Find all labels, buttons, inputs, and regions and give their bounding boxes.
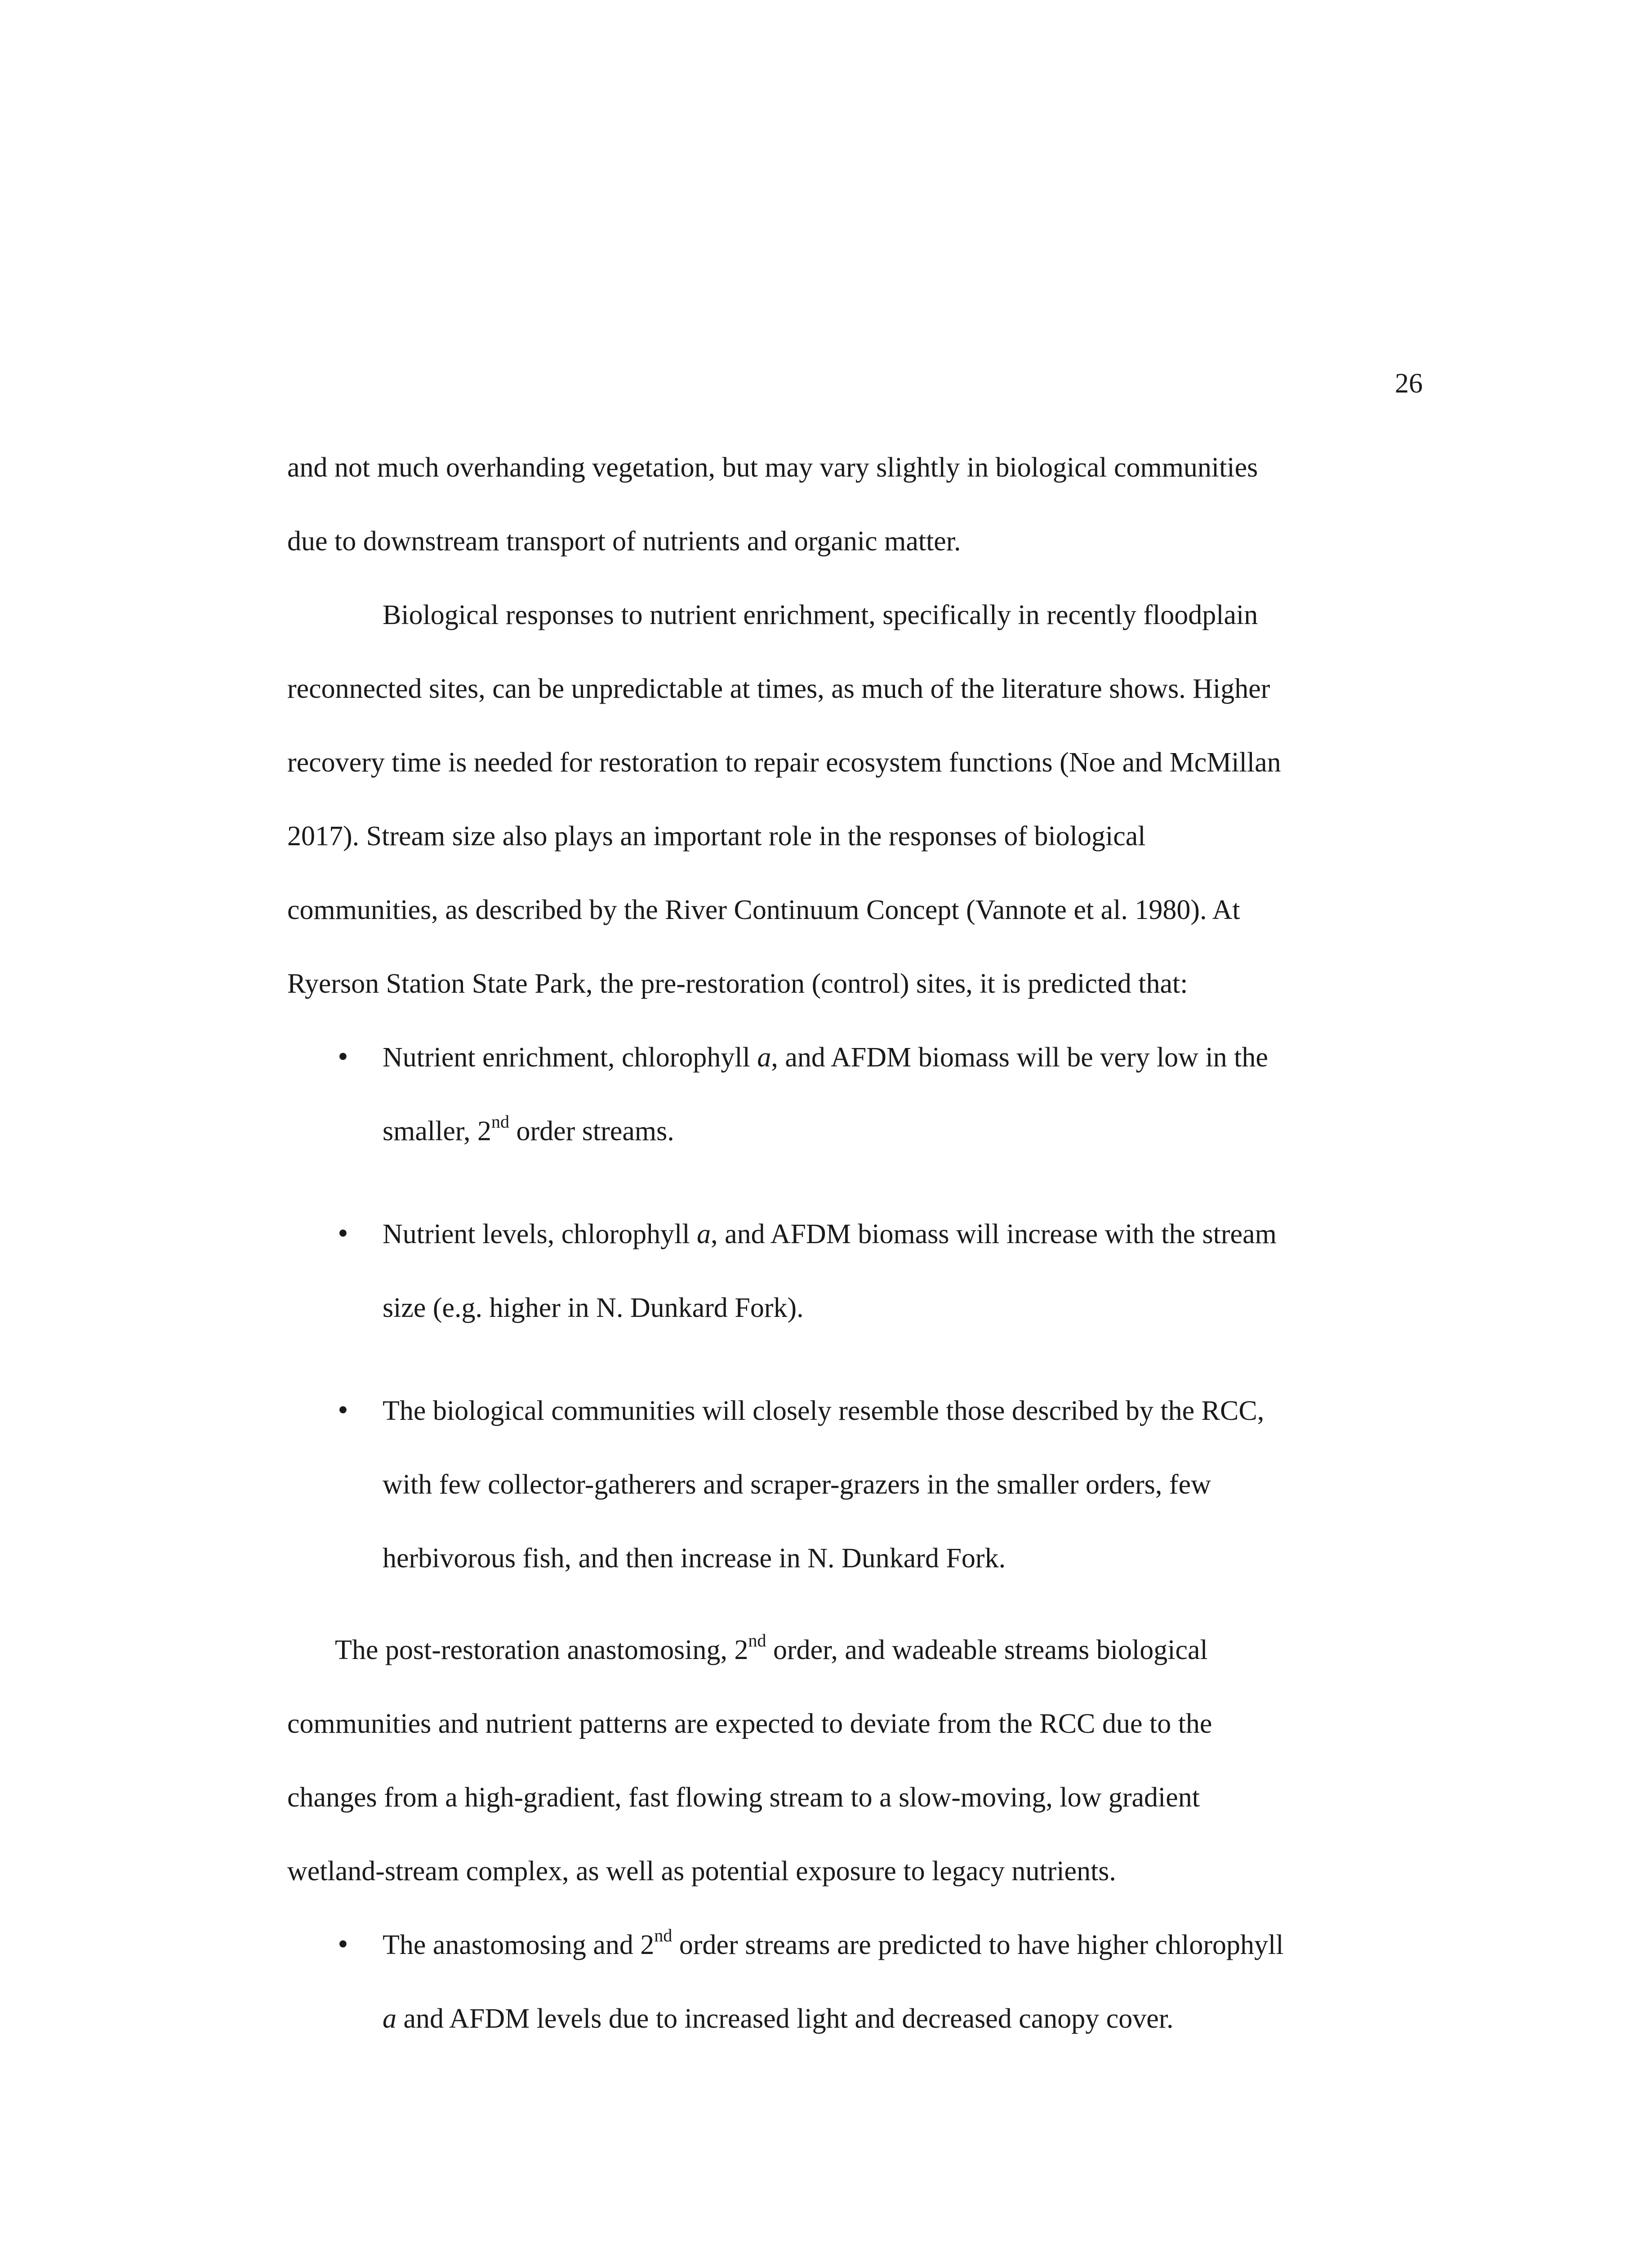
text-line: Biological responses to nutrient enrichment, specifically in recently floodplain [383,600,1258,630]
text-line: recovery time is needed for restoration to repair ecosystem functions (Noe and McMillan [287,747,1281,778]
text-line: • Nutrient levels, chlorophyll a, and AFDM biomass will increase with the stream [383,1219,1277,1249]
text-line: communities and nutrient patterns are expected to deviate from the RCC due to the [287,1708,1212,1739]
text-line: reconnected sites, can be unpredictable at times, as much of the literature shows. Higher [287,674,1270,704]
prediction-list-post-restoration [287,1908,1425,2056]
text-line: • The biological communities will closely resemble those described by the RCC, [383,1396,1265,1426]
text-line: and not much overhanding vegetation, but may vary slightly in biological communities [287,452,1258,483]
text-line: a and AFDM levels due to increased light and decreased canopy cover. [383,2003,1174,2034]
text-line: wetland-stream complex, as well as potential exposure to legacy nutrients. [287,1856,1116,1887]
text-line: size (e.g. higher in N. Dunkard Fork). [383,1293,804,1323]
text-line: smaller, 2nd order streams. [383,1111,674,1146]
text-line: • Nutrient enrichment, chlorophyll a, and AFDM biomass will be very low in the [383,1042,1268,1073]
list-item [383,1021,1425,1168]
text-line: The post-restoration anastomosing, 2nd order, and wadeable streams biological [335,1630,1208,1665]
list-item [383,1197,1425,1345]
text-line: changes from a high-gradient, fast flowing stream to a slow-moving, low gradient [287,1782,1200,1813]
text-line: • The anastomosing and 2nd order streams are predicted to have higher chlorophyll [383,1925,1284,1960]
text-line: 2017). Stream size also plays an important role in the responses of biological [287,821,1146,852]
body-text [287,431,1425,2056]
text-line: with few collector-gatherers and scraper-grazers in the smaller orders, few [383,1469,1211,1500]
list-item [383,1374,1425,1595]
prediction-list-pre-restoration [287,1021,1425,1595]
text-line: herbivorous fish, and then increase in N. Dunkard Fork. [383,1543,1006,1574]
text-line: due to downstream transport of nutrients and organic matter. [287,526,961,557]
list-item [383,1908,1425,2056]
page-number: 26 [1395,368,1423,399]
paragraph-post-restoration [287,1613,1425,1908]
paragraph-continuation [287,431,1425,578]
paragraph-biological-responses [287,578,1425,1021]
text-line: Ryerson Station State Park, the pre-restoration (control) sites, it is predicted that: [287,968,1188,999]
text-line: communities, as described by the River Continuum Concept (Vannote et al. 1980). At [287,895,1240,925]
